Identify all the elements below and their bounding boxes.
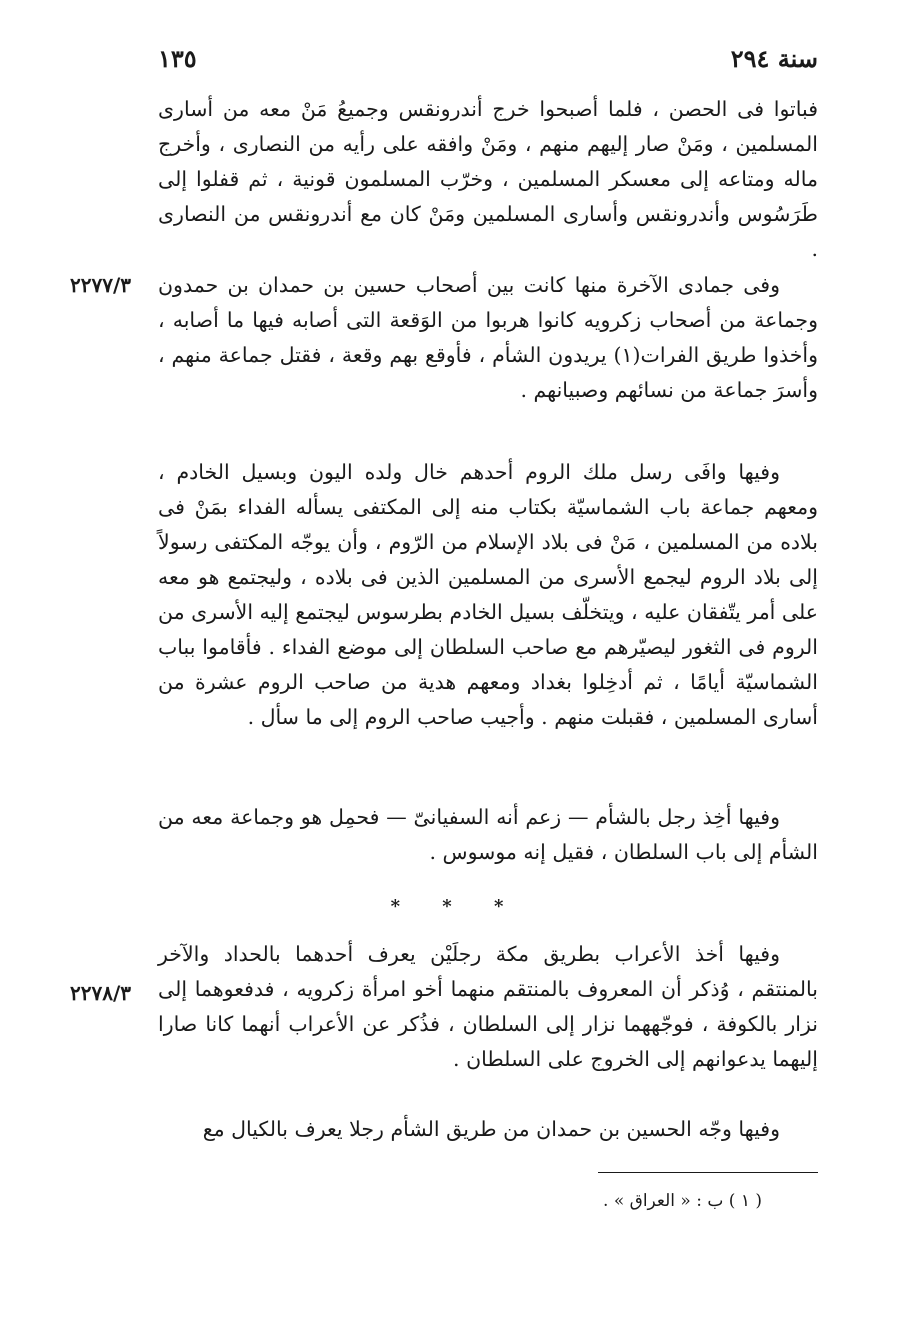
paragraph-text: وفيها أخِذ رجل بالشأم — زعم أنه السفيانىّ — فحمِل هو وجماعة معه من الشأم إلى باب السلطان ، فقيل إنه موسوس . [158,805,818,864]
margin-reference: ٢٢٧٧/٣ [70,273,132,297]
running-header-year: سنة ٢٩٤ [730,44,818,73]
paragraph [158,1112,818,1147]
paragraph [158,268,818,408]
paragraph [158,937,818,1077]
paragraph-text: وفيها أخذ الأعراب بطريق مكة رجلَيْن يعرف أحدهما بالحداد والآخر بالمنتقم ، وُذكر أن المعروف بالمنتقم منهما أخو امرأة زكرويه ، فدفعوهما إلى نزار بالكوفة ، فوجّههما نزار إلى السلطان ، فذُكر عن الأعراب أنهما كانا صارا إليهما يدعوانهم إلى الخروج على السلطان . [158,942,818,1071]
section-divider: * * * [390,896,522,917]
paragraph [158,92,818,267]
paragraph-text: وفيها وافَى رسل ملك الروم أحدهم خال ولده اليون وبسيل الخادم ، ومعهم جماعة باب الشماسيّة بكتاب منه إلى المكتفى يسأله الفداء بمَنْ فى بلاده من المسلمين ، مَنْ فى بلاد الإسلام من الرّوم ، وأن يوجّه المكتفى رسولاً إلى بلاد الروم ليجمع الأسرى من المسلمين الذين فى بلاده ، وليجتمع هو معه على أمر يتّفقان عليه ، ويتخلّف بسيل الخادم بطرسوس ليجتمع إليه الأسرى من الروم فى الثغور ليصيّرهم مع صاحب السلطان إلى موضع الفداء . فأقاموا بباب الشماسيّة أيامًا ، ثم أدخِلوا بغداد ومعهم هدية من صاحب الروم عشرة من أسارى المسلمين ، فقبلت منهم . وأجيب صاحب الروم إلى ما سأل . [158,460,818,729]
paragraph-text: وفيها وجّه الحسين بن حمدان من طريق الشأم رجلا يعرف بالكيال مع [202,1117,780,1141]
page-number: ١٣٥ [158,44,197,73]
footnote-divider [598,1172,818,1173]
paragraph-text: فباتوا فى الحصن ، فلما أصبحوا خرج أندرونقس وجميعُ مَنْ معه من أسارى المسلمين ، ومَنْ صار إليهم منهم ، ومَنْ وافقه على رأيه من النصارى ، وأخرج ماله ومتاعه إلى معسكر المسلمين ، وخرّب المسلمون قونية ، ثم قفلوا إلى طَرَسُوس وأندرونقس وأسارى المسلمين ومَنْ كان مع أندرونقس من النصارى . [158,97,818,261]
margin-reference: ٢٢٧٨/٣ [70,981,132,1005]
paragraph [158,455,818,735]
paragraph-text: وفى جمادى الآخرة منها كانت بين أصحاب حسين بن حمدان بن حمدون وجماعة من أصحاب زكرويه كانوا هربوا من الوَقعة التى أصابه فيها ما أصابه ، وأخذوا طريق الفرات(١) يريدون الشأم ، فأوقع بهم وقعة ، فقتل جماعة منهم ، وأسرَ جماعة من نسائهم وصبيانهم . [158,273,818,402]
paragraph [158,800,818,870]
footnote: ( ١ ) ب : « العراق » . [603,1191,762,1211]
